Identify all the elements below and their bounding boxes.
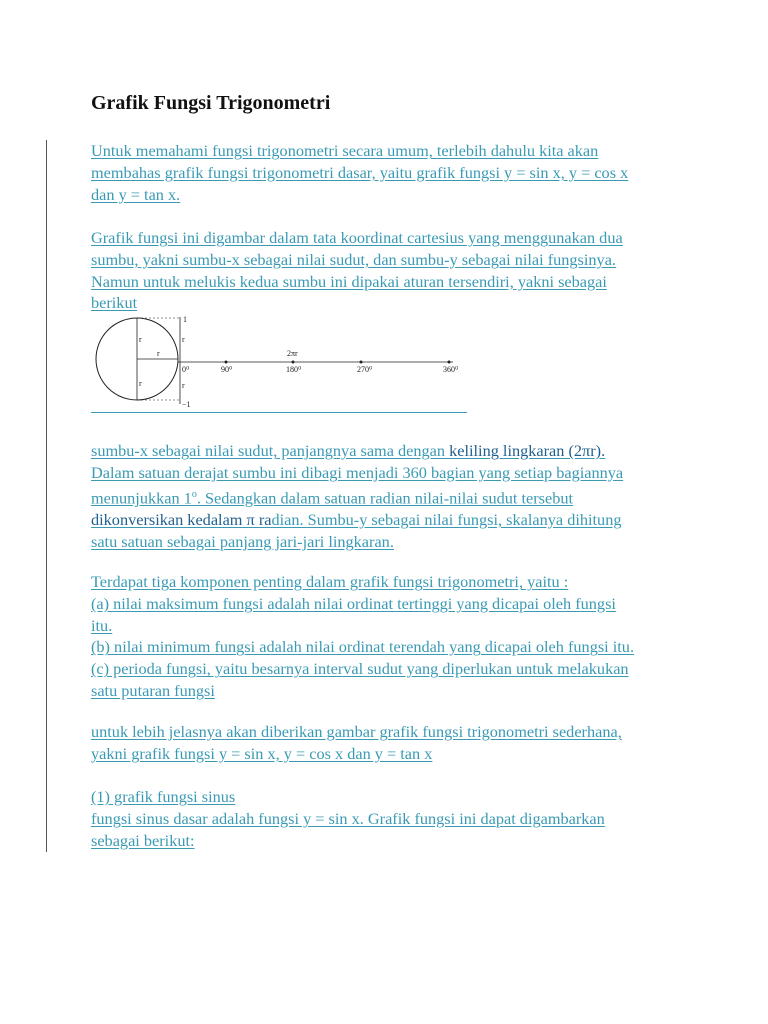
paragraph-line[interactable]: yakni grafik fungsi y = sin x, y = cos x dan y = tan x bbox=[91, 743, 433, 763]
paragraph-line[interactable]: untuk lebih jelasnya akan diberikan gambar grafik fungsi trigonometri sederhana, bbox=[91, 722, 622, 741]
paragraph-line[interactable]: (1) grafik fungsi sinus bbox=[91, 787, 236, 806]
paragraph-line[interactable]: (b) nilai minimum fungsi adalah nilai ordinat terendah yang dicapai oleh fungsi itu. bbox=[91, 637, 635, 657]
radius-label: r bbox=[182, 381, 185, 390]
paragraph-line[interactable]: satu putaran fungsi bbox=[91, 680, 215, 700]
paragraph-line[interactable]: Terdapat tiga komponen penting dalam grafik fungsi trigonometri, yaitu : bbox=[91, 572, 569, 591]
paragraph-line[interactable]: Namun untuk melukis kedua sumbu ini dipakai aturan tersendiri, yakni sebagai bbox=[91, 271, 607, 291]
paragraph-line[interactable]: itu. bbox=[91, 615, 113, 635]
unit-circle-figure bbox=[91, 314, 471, 418]
conversion-link[interactable]: dikonversikan kedalam π ra bbox=[91, 509, 272, 529]
examples-paragraph bbox=[91, 721, 691, 765]
intro-paragraph bbox=[91, 140, 691, 205]
tick-label-90: 90⁰ bbox=[221, 365, 233, 374]
paragraph-line[interactable]: berikut bbox=[91, 293, 138, 313]
y-max-label: 1 bbox=[183, 315, 187, 324]
two-pi-r-label: 2πr bbox=[287, 349, 298, 358]
tick-label-270: 270⁰ bbox=[357, 365, 373, 374]
tick-label-0: 0⁰ bbox=[182, 365, 190, 374]
paragraph-line[interactable] bbox=[91, 484, 691, 509]
paragraph-line[interactable]: satu satuan sebagai panjang jari-jari lingkaran. bbox=[91, 531, 394, 551]
figure-underline bbox=[91, 412, 467, 413]
scale-paragraph bbox=[91, 440, 691, 552]
paragraph-line[interactable]: Grafik fungsi ini digambar dalam tata koordinat cartesius yang menggunakan dua bbox=[91, 228, 623, 247]
circumference-link[interactable]: keliling lingkaran (2πr). bbox=[449, 441, 606, 460]
paragraph-line[interactable]: sumbu, yakni sumbu-x sebagai nilai sudut, dan sumbu-y sebagai nilai fungsinya. bbox=[91, 249, 616, 269]
axes-paragraph bbox=[91, 227, 691, 314]
text-run: . Sedangkan dalam satuan radian nilai-nilai sudut tersebut bbox=[196, 488, 574, 508]
radius-label: r bbox=[182, 335, 185, 344]
radius-label: r bbox=[157, 349, 160, 358]
text-run: sumbu-x sebagai nilai sudut, panjangnya sama dengan bbox=[91, 441, 450, 460]
tick-label-360: 360⁰ bbox=[443, 365, 459, 374]
paragraph-line[interactable]: sebagai berikut: bbox=[91, 830, 195, 850]
text-run: dian. Sumbu-y sebagai nilai fungsi, skalanya dihitung bbox=[271, 509, 622, 529]
radius-label: r bbox=[139, 335, 142, 344]
paragraph-line[interactable] bbox=[91, 440, 691, 462]
paragraph-line[interactable]: fungsi sinus dasar adalah fungsi y = sin x. Grafik fungsi ini dapat digambarkan bbox=[91, 808, 605, 828]
paragraph-line[interactable]: dan y = tan x. bbox=[91, 184, 181, 204]
paragraph-line[interactable]: (c) perioda fungsi, yaitu besarnya interval sudut yang diperlukan untuk melakukan bbox=[91, 659, 629, 679]
paragraph-line[interactable] bbox=[91, 509, 691, 531]
sine-paragraph bbox=[91, 786, 691, 851]
y-min-label: −1 bbox=[182, 400, 191, 409]
page-title: Grafik Fungsi Trigonometri bbox=[91, 92, 331, 114]
paragraph-line[interactable]: membahas grafik fungsi trigonometri dasar, yaitu grafik fungsi y = sin x, y = cos x bbox=[91, 162, 629, 182]
paragraph-line[interactable]: (a) nilai maksimum fungsi adalah nilai ordinat tertinggi yang dicapai oleh fungsi bbox=[91, 593, 616, 613]
radius-label: r bbox=[139, 379, 142, 388]
paragraph-line[interactable]: Untuk memahami fungsi trigonometri secara umum, terlebih dahulu kita akan bbox=[91, 141, 599, 160]
paragraph-line[interactable]: Dalam satuan derajat sumbu ini dibagi menjadi 360 bagian yang setiap bagiannya bbox=[91, 462, 624, 482]
degree-superscript: o bbox=[191, 488, 197, 500]
text-run: menunjukkan 1 bbox=[91, 488, 192, 508]
components-paragraph bbox=[91, 571, 691, 702]
left-margin-rule bbox=[46, 140, 47, 852]
tick-label-180: 180⁰ bbox=[286, 365, 302, 374]
